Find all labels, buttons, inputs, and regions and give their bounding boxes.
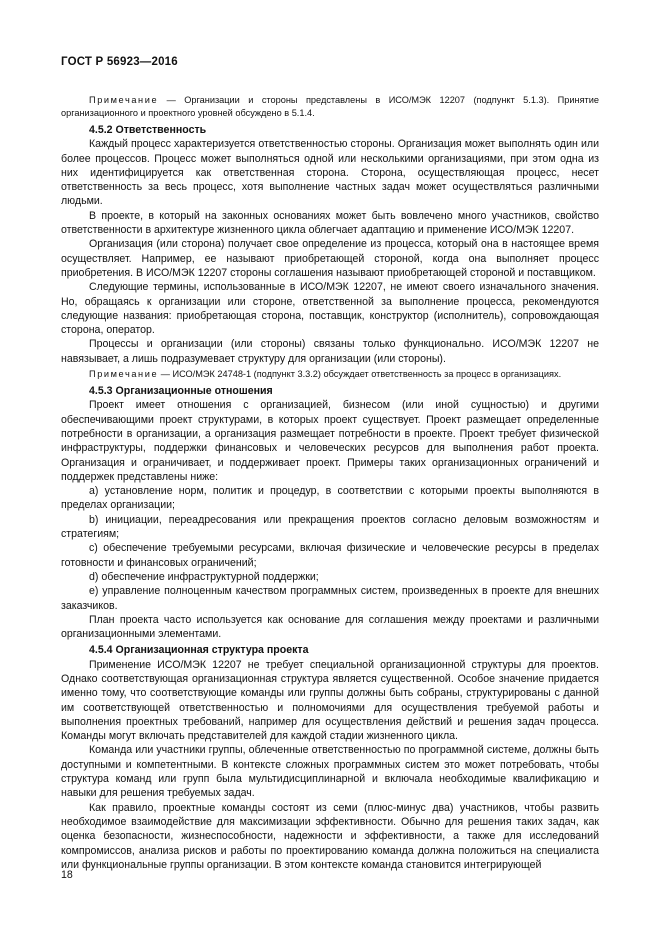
note-label: Примечание bbox=[89, 95, 159, 105]
paragraph: Как правило, проектные команды состоят из семи (плюс-минус два) участников, чтобы развить необходимое взаимодействие для максимизации эффективности. Обычно для решения таких задач, как оценка безопасности, жизнеспособности, надежности и эффективности, а также для исследований компромиссов, анализа рисков и работы по проектированию команда должна положиться на специалиста или функциональные группы организации. В этом контексте команда становится интегрирующей bbox=[61, 801, 599, 871]
list-item: d) обеспечение инфраструктурной поддержки; bbox=[89, 570, 319, 583]
section-heading-4-5-4: 4.5.4 Организационная структура проекта bbox=[89, 644, 309, 657]
note-text: — ИСО/МЭК 24748-1 (подпункт 3.3.2) обсуждает ответственность за процесс в организациях. bbox=[158, 369, 562, 380]
section-heading-4-5-2: 4.5.2 Ответственность bbox=[89, 124, 207, 136]
document-body bbox=[61, 92, 599, 872]
note-paragraph bbox=[61, 94, 599, 120]
paragraph: Следующие термины, использованные в ИСО/МЭК 12207, не имеют своего изначального значения. Но, обращаясь к организации или стороне, ответственной за выполнение процесса, рекомендуются следующие названия: приобретающая сторона, поставщик, конструктор (исполнитель), сопровождающая сторона, оператор. bbox=[61, 281, 599, 337]
section-heading-4-5-3: 4.5.3 Организационные отношения bbox=[89, 385, 273, 398]
list-item: b) инициации, переадресования или прекращения проектов согласно деловым возможностям и стратегиям; bbox=[61, 513, 599, 541]
paragraph: Процессы и организации (или стороны) связаны только функционально. ИСО/МЭК 12207 не навязывает, а лишь подразумевает структуру для организации (или стороны). bbox=[61, 338, 599, 365]
list-item: a) установление норм, политик и процедур, в соответствии с которыми проекты выполняются в пределах организации; bbox=[61, 485, 599, 512]
note-label: Примечание bbox=[89, 369, 159, 380]
note-text: — Организации и стороны представлены в ИСО/МЭК 12207 (подпункт 5.1.3). Принятие организационного и проектного уровней обсуждено в 5.1.4. bbox=[61, 95, 599, 118]
paragraph: План проекта часто используется как основание для соглашения между проектами и различными организационными элементами. bbox=[61, 613, 599, 641]
list-item: e) управление полноценным качеством программных систем, произведенных в проекте для внешних заказчиков. bbox=[61, 585, 599, 612]
paragraph: Организация (или сторона) получает свое определение из процесса, который она в настоящее время осуществляет. Например, ее называют приобретающей стороной, когда она выполняет процесс приобретения. В ИСО/МЭК 12207 стороны соглашения называют приобретающей стороной и поставщиком. bbox=[61, 238, 599, 279]
paragraph: Применение ИСО/МЭК 12207 не требует специальной организационной структуры для проектов. Однако соответствующая организационная структура является существенной. Особое значение придается именно тому, что соответствующие команды или группы должны быть собраны, структурированы с данной им соответствующей ответственностью и полномочиями для осуществления требуемой работы и выполнения проектных требований, например для осуществления действий и решения задач процесса. Команды могут включать представителей для каждой стадии жизненного цикла. bbox=[61, 658, 599, 743]
paragraph: Проект имеет отношения с организацией, бизнесом (или иной сущностью) и другими обеспечивающими проект структурами, в которых проект существует. Проект размещает определенные потребности в организации, а организация размещает потребности в проекте. Проект требует физической инфраструктуры, поддержки финансовых и человеческих ресурсов для выполнения работ проекта. Организация и ограничивает, и поддерживает проект. Примеры таких организационных ограничений и поддержек представлены ниже: bbox=[61, 399, 599, 483]
paragraph: В проекте, в который на законных основаниях может быть вовлечено много участников, свойство ответственности в архитектуре жизненного цикла облегчает адаптацию и применение ИСО/МЭК 12207. bbox=[61, 209, 599, 237]
paragraph: Каждый процесс характеризуется ответственностью стороны. Организация может выполнять один или более процессов. Процесс может выполняться одной или несколькими организациями, при этом одна из них идентифицируется как ответственная сторона. Сторона, осуществляющая процесс, несет ответственность за весь процесс, хотя выполнение частных задач может осуществляться различными людьми. bbox=[61, 138, 599, 208]
page-number: 18 bbox=[61, 869, 73, 881]
note-paragraph bbox=[61, 368, 599, 381]
document-code-header: ГОСТ Р 56923—2016 bbox=[61, 56, 178, 68]
list-item: c) обеспечение требуемыми ресурсами, включая физические и человеческие ресурсы в пределах готовности и финансовых ограничений; bbox=[61, 542, 599, 569]
paragraph: Команда или участники группы, облеченные ответственностью по программной системе, должны быть доступными и компетентными. В контексте сложных программных систем это может потребовать, чтобы структура команд или групп была мультидисциплинарной и включала необходимые квалификацию и навыки для решения требуемых задач. bbox=[61, 744, 599, 800]
